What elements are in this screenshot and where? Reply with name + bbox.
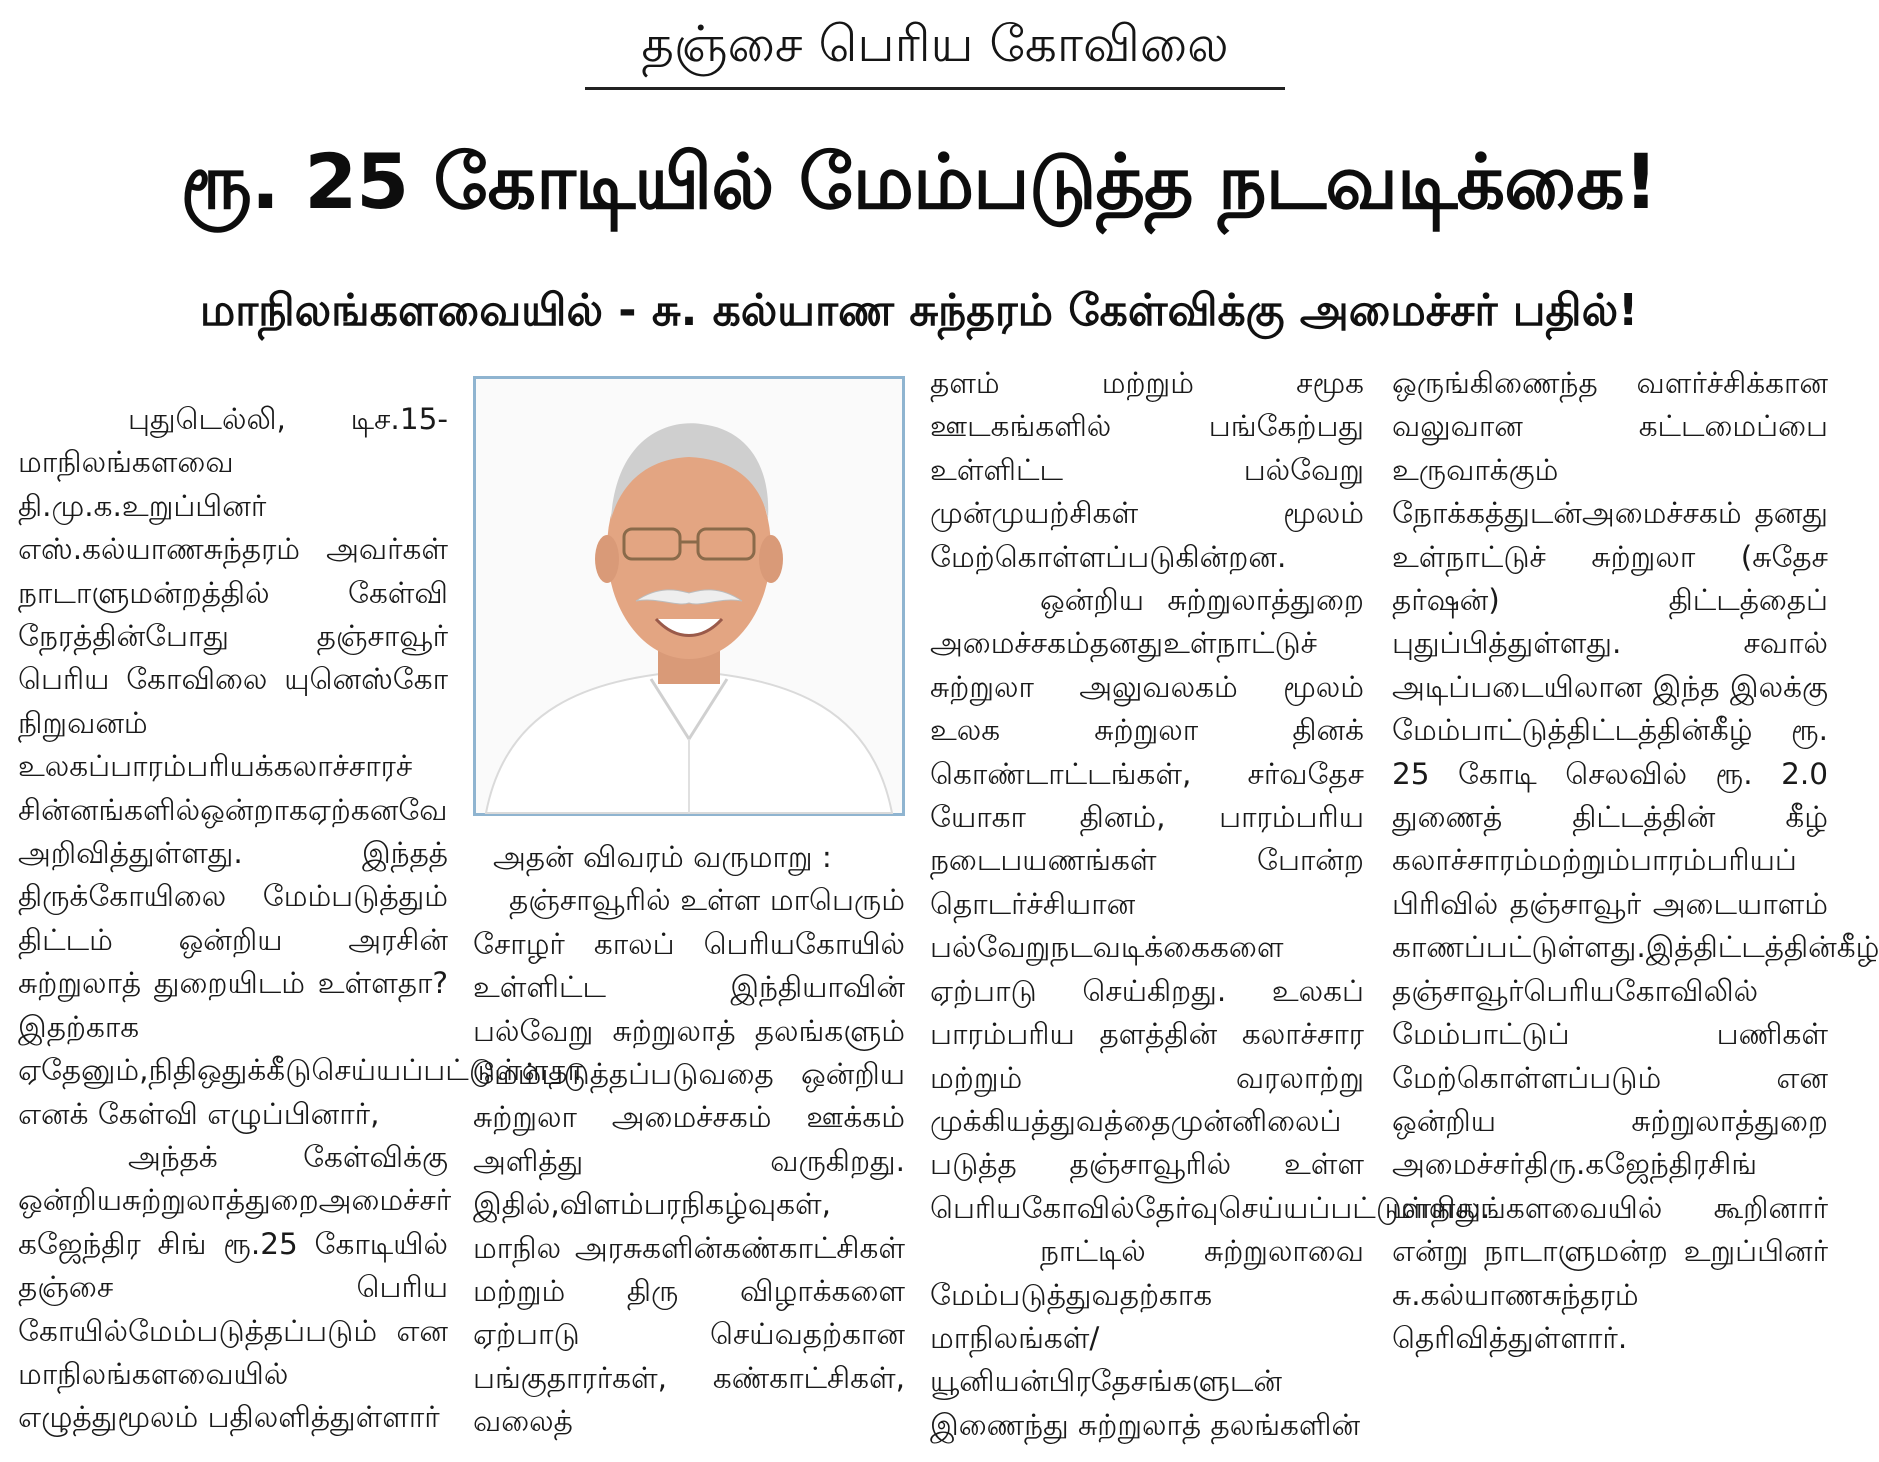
article-column-2 <box>473 836 905 1458</box>
headline: ரூ. 25 கோடியில் மேம்படுத்த நடவடிக்கை! <box>180 137 1658 226</box>
col4-paragraph-1: ஒருங்கிணைந்த வளர்ச்சிக்கான வலுவான கட்டமைப்பை உருவாக்கும் நோக்கத்துடன்அமைச்சகம் தனது உள்நாட்டுச் சுற்றுலா (சுதேச தர்ஷன்) திட்டத்தைப் புதுப்பித்துள்ளது. சவால் அடிப்படையிலான இந்த இலக்கு மேம்பாட்டுத்திட்டத்தின்கீழ் ரூ. 25 கோடி செலவில் ரூ. 2.0 துணைத் திட்டத்தின் கீழ் கலாச்சாரம்மற்றும்பாரம்பரியப் பிரிவில் தஞ்சாவூர் அடையாளம் காணப்பட்டுள்ளது.இத்திட்டத்தின்கீழ் தஞ்சாவூர்பெரியகோவிலில் மேம்பாட்டுப் பணிகள் மேற்கொள்ளப்படும் என ஒன்றிய சுற்றுலாத்துறை அமைச்சர்திரு.கஜேந்திரசிங் மாநிலங்களவையில் கூறினார் என்று நாடாளுமன்ற உறுப்பினர் சு.கல்யாணசுந்தரம் தெரிவித்துள்ளார். <box>1392 366 1879 1355</box>
col2-paragraph-1: அதன் விவரம் வருமாறு : <box>493 840 832 874</box>
col3-paragraph-3: நாட்டில் சுற்றுலாவை மேம்படுத்துவதற்காக மாநிலங்கள்/யூனியன்பிரதேசங்களுடன் இணைந்து சுற்றுலாத் தலங்களின் <box>930 1234 1364 1442</box>
col3-paragraph-2: ஒன்றிய சுற்றுலாத்துறை அமைச்சகம்தனதுஉள்நாட்டுச் சுற்றுலா அலுவலகம் மூலம் உலக சுற்றுலா தினக் கொண்டாட்டங்கள், சர்வதேச யோகா தினம், பாரம்பரிய நடைபயணங்கள் போன்ற தொடர்ச்சியான பல்வேறுநடவடிக்கைகளை ஏற்பாடு செய்கிறது. உலகப் பாரம்பரிய தளத்தின் கலாச்சார மற்றும் வரலாற்று முக்கியத்துவத்தைமுன்னிலைப் படுத்த தஞ்சாவூரில் உள்ள பெரியகோவில்தேர்வுசெய்யப்பட்டுள்ளது. <box>930 583 1491 1225</box>
article-column-4 <box>1392 362 1879 1458</box>
subheadline: மாநிலங்களவையில் - சு. கல்யாண சுந்தரம் கேள்விக்கு அமைச்சர் பதில்! <box>199 285 1639 336</box>
portrait-photo <box>473 376 905 816</box>
portrait-illustration <box>476 379 902 813</box>
col1-paragraph-2: அந்தக் கேள்விக்கு ஒன்றியசுற்றுலாத்துறைஅமைச்சர் கஜேந்திர சிங் ரூ.25 கோடியில் தஞ்சை பெரிய கோயில்மேம்படுத்தப்படும் என மாநிலங்களவையில் எழுத்துமூலம் பதிலளித்துள்ளார் <box>18 1139 452 1435</box>
article-column-3 <box>930 362 1491 1458</box>
col2-paragraph-2: தஞ்சாவூரில் உள்ள மாபெரும் சோழர் காலப் பெரியகோயில் உள்ளிட்ட இந்தியாவின் பல்வேறு சுற்றுலாத் தலங்களும் மேம்படுத்தப்படுவதை ஒன்றிய சுற்றுலா அமைச்சகம் ஊக்கம் அளித்து வருகிறது. இதில்,விளம்பரநிகழ்வுகள், மாநில அரசுகளின்கண்காட்சிகள் மற்றும் திரு விழாக்களை ஏற்பாடு செய்வதற்கான பங்குதாரர்கள், கண்காட்சிகள், வலைத் <box>473 883 905 1439</box>
col1-paragraph-1: புதுடெல்லி, டிச.15- மாநிலங்களவை தி.மு.க.உறுப்பினர் எஸ்.கல்யாணசுந்தரம் அவர்கள் நாடாளுமன்றத்தில் கேள்வி நேரத்தின்போது தஞ்சாவூர் பெரிய கோவிலை யுனெஸ்கோ நிறுவனம் உலகப்பாரம்பரியக்கலாச்சாரச் சின்னங்களில்ஒன்றாகஏற்கனவே அறிவித்துள்ளது. இந்தத் திருக்கோயிலை மேம்படுத்தும் திட்டம் ஒன்றிய அரசின் சுற்றுலாத் துறையிடம் உள்ளதா? இதற்காக ஏதேனும்,நிதிஒதுக்கீடுசெய்யப்பட்டுள்ளதா எனக் கேள்வி எழுப்பினார், <box>18 402 583 1131</box>
article-column-1 <box>18 398 583 1458</box>
col3-paragraph-1: தளம் மற்றும் சமூக ஊடகங்களில் பங்கேற்பது உள்ளிட்ட பல்வேறு முன்முயற்சிகள் மூலம் மேற்கொள்ளப்படுகின்றன. <box>930 366 1364 574</box>
kicker-title: தஞ்சை பெரிய கோவிலை <box>585 8 1285 90</box>
